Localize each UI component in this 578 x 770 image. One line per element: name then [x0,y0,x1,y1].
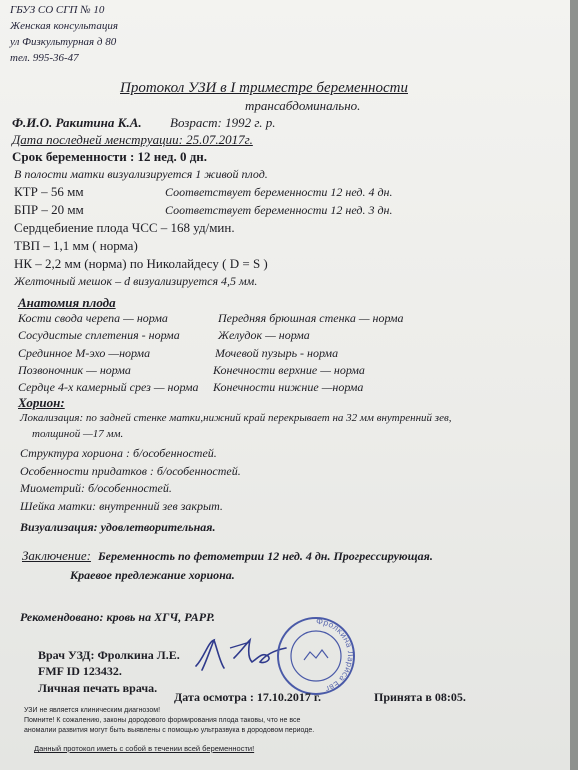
nk-value: НК – 2,2 мм (норма) по Николайдесу ( D = S ) [14,256,268,271]
pregnancy-term: Срок беременности : 12 нед. 0 дн. [12,149,208,164]
doctor-name: Врач УЗД: Фролкина Л.Е. [38,648,180,662]
doctor-stamp [274,614,358,698]
yolk-sac: Желточный мешок – d визуализируется 4,5 мм. [14,274,258,288]
cervix: Шейка матки: внутренний зев закрыт. [20,499,223,513]
clinic-line-2: Женская консультация [10,20,118,32]
exam-date: Дата осмотра : 17.10.2017 г. [174,690,321,704]
footer-note-3: аномалии развития могут быть выявлены с помощью ультразвука в дородовом периоде. [24,727,315,734]
conclusion-text-2: Краевое предлежание хориона. [70,568,235,582]
clinic-line-4: тел. 995-36-47 [10,52,79,64]
footer-note-4: Данный протокол иметь с собой в течении всей беременности! [34,744,255,753]
chorion-thickness: толщиной —17 мм. [32,428,124,440]
exam-method: трансабдоминально. [245,98,361,113]
anatomy-right-item: Желудок — норма [218,328,310,342]
appendages: Особенности придатков : б/особенностей. [20,464,241,478]
anatomy-left-item: Сердце 4-х камерный срез — норма [18,380,199,394]
ktr-value: КТР – 56 мм [14,184,84,199]
heartbeat: Сердцебиение плода ЧСС – 168 уд/мин. [14,220,235,235]
document-title: Протокол УЗИ в I триместре беременности [120,80,408,96]
chorion-heading: Хорион: [18,395,65,410]
chorion-localization: Локализация: по задней стенке матки,нижний край перекрывает на 32 мм внутренний зев, [20,412,452,424]
anatomy-right-item: Конечности верхние — норма [213,363,365,377]
last-period-date: Дата последней менструации: 25.07.2017г. [12,132,253,147]
anatomy-left-item: Срединное М-эхо —норма [18,346,151,360]
anatomy-right-item: Мочевой пузырь - норма [215,346,339,360]
bpr-correspondence: Соответствует беременности 12 нед. 3 дн. [165,203,393,217]
bpr-value: БПР – 20 мм [14,202,84,217]
ktr-correspondence: Соответствует беременности 12 нед. 4 дн. [165,185,393,199]
anatomy-heading: Анатомия плода [18,295,116,310]
anatomy-left-item: Сосудистые сплетения - норма [18,328,180,342]
fmf-id: FMF ID 123432. [38,664,122,678]
patient-name: Ф.И.О. Ракитина К.А. [12,115,142,130]
recommendation: Рекомендовано: кровь на ХГЧ, PAPP. [20,610,215,624]
accepted-time: Принята в 08:05. [374,690,466,704]
visualization: Визуализация: удовлетворительная. [20,520,216,534]
anatomy-right-item: Передняя брюшная стенка — норма [218,311,404,325]
anatomy-right-item: Конечности нижние —норма [213,380,364,394]
footer-note-2: Помните! К сожалению, законы дородового формирования плода таковы, что не все [24,717,301,724]
tvp-value: ТВП – 1,1 мм ( норма) [14,238,138,253]
footer-note-1: УЗИ не является клиническим диагнозом! [24,707,161,714]
uterus-finding: В полости матки визуализируется 1 живой плод. [14,167,268,181]
clinic-line-1: ГБУЗ СО СГП № 10 [10,4,105,16]
conclusion-text: Беременность по фетометрии 12 нед. 4 дн. Прогрессирующая. [98,549,433,563]
svg-text:Фролкина Лариса Евг: Фролкина Лариса Евг [315,616,356,694]
myometrium: Миометрий: б/особенностей. [20,481,172,495]
doctor-seal-label: Личная печать врача. [38,681,158,695]
clinic-line-3: ул Физкультурная д 80 [10,36,117,48]
patient-age: Возраст: 1992 г. р. [170,115,276,130]
chorion-structure: Структура хориона : б/особенностей. [20,446,217,460]
anatomy-left-item: Позвоночник — норма [18,363,131,377]
anatomy-left-item: Кости свода черепа — норма [18,311,168,325]
conclusion-label: Заключение: [22,548,91,563]
